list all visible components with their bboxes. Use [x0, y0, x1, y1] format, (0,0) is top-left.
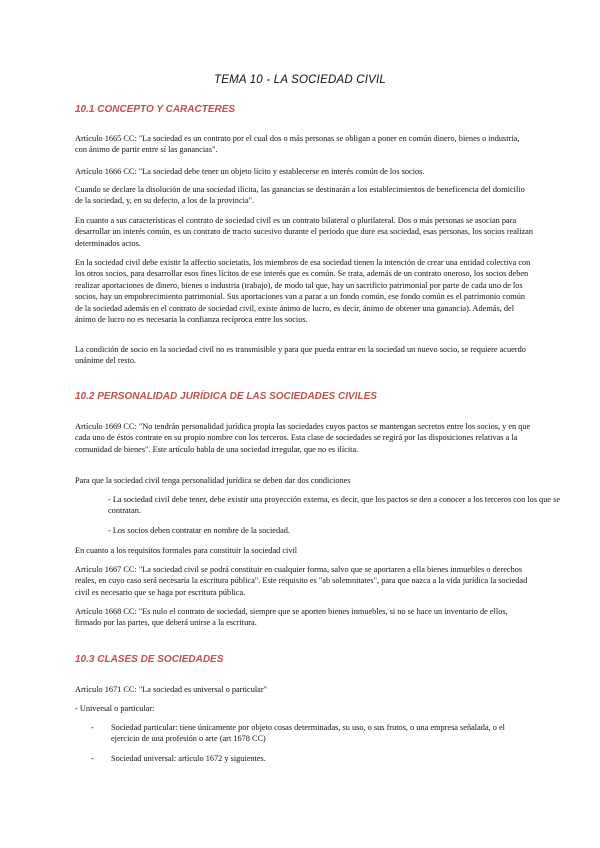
section-heading-text: 10.2 PERSONALIDAD JURÍDICA DE LAS SOCIEDADES CIVILES — [75, 391, 377, 402]
section-heading-3 — [75, 654, 533, 665]
paragraph-text: En cuanto a los requisitos formales para constituir la sociedad civil — [75, 546, 298, 555]
paragraph-text: En cuanto a sus características el contrato de sociedad civil es un contrato bilateral o plurilateral. Dos o más personas se asocian para desarrollar un interés común, es un contrato de tracto sucesivo durante el periodo que dure esa sociedad, esas personas, los socios realizan determinados actos. — [75, 216, 534, 248]
bullet-dash: - — [91, 723, 94, 732]
list-item — [75, 722, 533, 745]
bullet-dash: - — [91, 754, 94, 763]
paragraph — [75, 606, 533, 629]
paragraph-text: Artículo 1668 CC: "Es nulo el contrato de sociedad, siempre que se aporten bienes inmuebles, si no se hace un inventario de ellos, firmado por las partes, que deberá unirse a la escritura. — [75, 607, 508, 628]
list-item-text: Sociedad universal: artículo 1672 y siguientes. — [111, 754, 266, 763]
paragraph — [75, 215, 533, 249]
paragraph-text: En la sociedad civil debe existir la affectio societatis, los miembros de esa sociedad tienen la intención de crear una entidad colectiva con los otros socios, para desarrollar esos fines lícitos de ese interés que es común. Se trata, además de un contrato oneroso, los socios deben realizar aportaciones de dinero, bienes o industria (trabajo), de modo tal que, hay un sacrificio patrimonial por parte de cada uno de los socios, hay un empobrecimiento patrimonial. Sus aportaciones van a parar a un fondo común, ese fondo común es el patrimonio común de la sociedad además en el contrato de sociedad civil, existe ánimo de lucro, es decir, ánimo de obtener una ganancia). Además, del ánimo de lucro no es necesaria la confianza recíproca entre los socios. — [75, 258, 531, 325]
paragraph-text: Artículo 1667 CC: "La sociedad civil se podrá constituir en cualquier forma, salvo que se aportaren a ella bienes inmuebles o derechos reales, en cuyo caso será necesaria la escritura pública". Este requisito es "ab solemnitates", para que nazca a la vida jurídica la sociedad civil es necesario que se haga por escritura pública. — [75, 565, 528, 597]
paragraph-text: - La sociedad civil debe tener, debe existir una proyección externa, es decir, que los pactos se den a conocer a los terceros con los que se contratan. — [108, 495, 561, 516]
list-item-text: Sociedad particular: tiene únicamente por objeto cosas determinadas, su uso, o sus frutos, o una empresa señalada, o el ejercicio de una profesión o arte (art 1678 CC) — [111, 723, 505, 744]
paragraph — [75, 166, 533, 177]
section-heading-text: 10.1 CONCEPTO Y CARACTERES — [75, 104, 236, 115]
paragraph-text: Cuando se declare la disolución de una sociedad ilícita, las ganancias se destinarán a los establecimientos de beneficencia del domicilio de la sociedad, y, en su defecto, a los de la provincia". — [75, 185, 525, 206]
paragraph-text: - Universal o particular: — [75, 704, 155, 713]
paragraph-text: Artículo 1669 CC: "No tendrán personalidad jurídica propia las sociedades cuyos pactos se mantengan secretos entre los socios, y en que cada uno de éstos contrate en su propio nombre con los terceros. Esta clase de sociedades se regirá por las disposiciones relativas a la comunidad de bienes". Este artículo habla de una sociedad irregular, que no es ilícita. — [75, 422, 531, 454]
bullet-list — [75, 753, 533, 764]
paragraph — [75, 184, 533, 207]
list-item — [75, 753, 533, 764]
section-heading-1 — [75, 104, 533, 115]
document-title: TEMA 10 - LA SOCIEDAD CIVIL — [214, 74, 386, 86]
paragraph — [75, 494, 566, 517]
paragraph — [75, 133, 533, 156]
paragraph — [75, 257, 533, 325]
paragraph-text: Artículo 1666 CC: "La sociedad debe tener un objeto lícito y establecerse en interés común de los socios. — [75, 167, 425, 176]
paragraph — [75, 344, 533, 367]
bullet-list — [75, 722, 533, 745]
paragraph — [75, 703, 533, 714]
paragraph-text: La condición de socio en la sociedad civil no es transmisible y para que pueda entrar en la sociedad un nuevo socio, se requiere acuerdo unánime del resto. — [75, 345, 526, 366]
paragraph — [75, 564, 533, 598]
paragraph — [75, 525, 566, 536]
paragraph-text: Artículo 1671 CC: "La sociedad es universal o particular" — [75, 685, 268, 694]
paragraph-text: - Los socios deben contratar en nombre de la sociedad. — [108, 526, 291, 535]
paragraph-text: Artículo 1665 CC: "La sociedad es un contrato por el cual dos o más personas se obligan a poner en común dinero, bienes o industria, con ánimo de partir entre sí las ganancias". — [75, 134, 520, 155]
paragraph-text: Para que la sociedad civil tenga personalidad jurídica se deben dar dos condiciones — [75, 476, 351, 485]
section-heading-2 — [75, 391, 533, 402]
paragraph — [75, 545, 533, 556]
section-heading-text: 10.3 CLASES DE SOCIEDADES — [75, 654, 224, 665]
paragraph — [75, 684, 533, 695]
paragraph — [75, 475, 533, 486]
paragraph — [75, 421, 533, 455]
